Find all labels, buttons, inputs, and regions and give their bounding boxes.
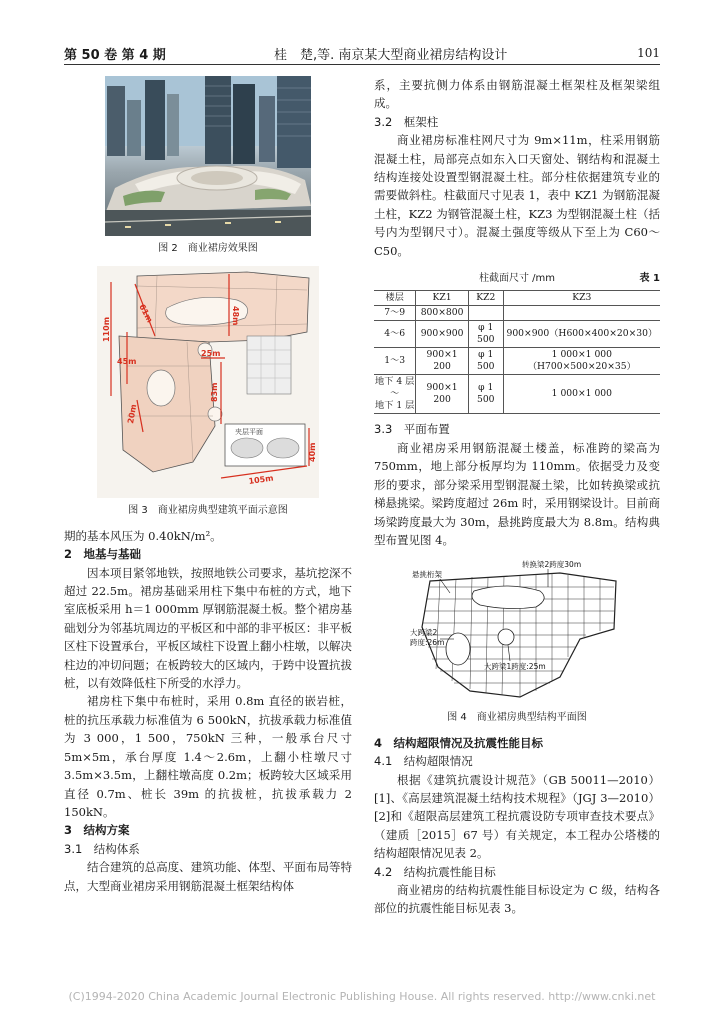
floor-layout-paragraph: 商业裙房采用钢筋混凝土楼盖，标准跨的梁高为 750mm，地上部分板厚均为 110mm。依据受力及变形的要求，部分梁采用型钢混凝土梁，比如转换梁或抗梯悬挑梁。梁跨度超过 26m 时，采用钢梁设计。目前商场梁跨度最大为 30m，悬挑跨度最大为 8.8m。结构典型布置见图 4。: [374, 440, 660, 547]
left-column: [64, 76, 352, 895]
figure-4-caption: 图 4 商业裙房典型结构平面图: [447, 712, 587, 724]
right-column: [374, 76, 660, 918]
table-header-cell: KZ1: [416, 291, 469, 306]
table-header-cell: 楼层: [374, 291, 416, 306]
table-cell: 900×1 200: [416, 348, 469, 375]
table-header-row: [374, 291, 660, 306]
section-4-1-heading: 4.1 结构超限情况: [374, 754, 473, 769]
table-cell: 900×900: [416, 321, 469, 348]
table-header-cell: KZ2: [468, 291, 503, 306]
performance-target-paragraph: 商业裙房的结构抗震性能目标设定为 C 级，结构各部位的抗震性能目标见表 3。: [374, 882, 660, 916]
table-1-caption: [374, 270, 660, 288]
table-cell: 900×900（H600×400×20×30）: [503, 321, 660, 348]
section-3-heading: 3 结构方案: [64, 823, 130, 838]
table-row: [374, 375, 660, 414]
table-cell: 800×800: [416, 306, 469, 321]
article-running-title: 桂 楚,等. 南京某大型商业裙房结构设计: [274, 48, 508, 63]
table-1-title: 柱截面尺寸 /mm: [478, 273, 556, 285]
table-cell: 1～3: [374, 348, 416, 375]
structure-system-continued: 系，主要抗侧力体系由钢筋混凝土框架柱及框架梁组成。: [374, 78, 660, 111]
dim-83m: 83m: [210, 382, 219, 403]
code-overrun-paragraph: [374, 771, 660, 863]
table-cell: 900×1 200: [416, 375, 469, 414]
table-cell: [503, 306, 660, 321]
label-long-span-beam-2-span: 跨度:26m: [410, 638, 445, 648]
section-4-heading: 4 结构超限情况及抗震性能目标: [374, 735, 543, 750]
label-transfer-beam: 转换梁2跨度30m: [522, 560, 582, 570]
label-long-span-beam-2: 大跨梁2: [410, 628, 438, 638]
dim-40m: 40m: [308, 442, 317, 463]
frame-column-paragraph: 商业裙房标准柱网尺寸为 9m×11m，柱采用钢筋混凝土柱，局部亮点如东入口天窗处、钢结构和混凝土结构连接处设置型钢混凝土柱。部分柱依据建筑专业的需要做斜柱。柱截面尺寸见表 1，表中 KZ1 为钢筋混凝土柱，KZ2 为钢管混凝土柱，KZ3 为型钢混凝土柱（括号内为型钢尺寸）。混凝土强度等级从下至上为 C60～C50。: [374, 133, 660, 258]
dim-61m: 61m: [137, 303, 155, 325]
copyright-footer: (C)1994-2020 China Academic Journal Electronic Publishing House. All rights reserved. http://www.cnki.net: [68, 990, 656, 1003]
running-header: [64, 40, 660, 65]
section-3-1-heading: 3.1 结构体系: [64, 841, 140, 856]
section-3-2-heading: 3.2 框架柱: [374, 114, 439, 129]
floor-plan-drawing: [97, 266, 319, 498]
dim-48m: 48m: [231, 306, 240, 326]
structure-system-paragraph: 结合建筑的总高度、建筑功能、体型、平面布局等特点，大型商业裙房采用钢筋混凝土框架结构体: [64, 860, 352, 893]
dim-45m: 45m: [117, 357, 137, 367]
dim-20m: 20m: [126, 404, 139, 425]
figure-2-caption: 图 2 商业裙房效果图: [158, 243, 258, 254]
label-cantilever-truss: 悬挑桁架: [412, 570, 442, 580]
table-cell: φ 1 500: [468, 348, 503, 375]
figure-4-structural-plan: [410, 557, 624, 705]
dim-110m: 110m: [102, 317, 111, 343]
figure-2-rendering: [105, 76, 311, 236]
code-overrun-text: 根据《建筑抗震设计规范》（GB 50011—2010）[1]、《高层建筑混凝土结构技术规程》（JGJ 3—2010）[2]和《超限高层建筑工程抗震设防专项审查技术要点》（建质［2015］67 号）有关规定，本工程办公塔楼的结构超限情况见表 2。: [374, 772, 660, 861]
label-long-span-beam-1: 大跨梁1跨度:25m: [484, 662, 546, 672]
journal-volume: 第 50 卷 第 4 期: [64, 48, 166, 63]
table-1-column-sections: [374, 290, 660, 414]
table-1-label: 表 1: [639, 273, 660, 285]
table-cell: 1 000×1 000（H700×500×20×35）: [503, 348, 660, 375]
table-row: [374, 348, 660, 375]
foundation-paragraph-2: 裙房柱下集中布桩时，采用 0.8m 直径的嵌岩桩，桩的抗压承载力标准值为 6 500kN，抗拔承载力标准值为 3 000，1 500，750kN 三种，一般承台尺寸 5m×5m，承台厚度 1.4～2.6m，上翻小柱墩尺寸 3.5m×3.5m，上翻柱墩高度 0.2m；板跨较大区域采用直径 0.7m、桩长 39m 的抗拔桩，抗拔承载力 2 150kN。: [64, 694, 352, 819]
figure-3-floor-plan: [97, 266, 319, 498]
table-cell: 7～9: [374, 306, 416, 321]
figure-3-caption: 图 3 商业裙房典型建筑平面示意图: [128, 505, 288, 517]
structural-plan-drawing: [410, 557, 624, 705]
dim-105m: 105m: [248, 473, 275, 487]
building-rendering-image: [105, 76, 311, 236]
inset-label: 夹层平面: [235, 428, 263, 437]
table-row: [374, 321, 660, 348]
table-cell: 4～6: [374, 321, 416, 348]
table-cell: φ 1 500: [468, 375, 503, 414]
page-number: 101: [637, 46, 660, 60]
section-4-2-heading: 4.2 结构抗震性能目标: [374, 864, 496, 879]
table-cell: [468, 306, 503, 321]
section-3-3-heading: 3.3 平面布置: [374, 422, 450, 437]
table-cell: 地下 4 层～ 地下 1 层: [374, 375, 416, 414]
dim-25m: 25m: [201, 349, 221, 359]
table-cell: φ 1 500: [468, 321, 503, 348]
foundation-paragraph-1: 因本项目紧邻地铁，按照地铁公司要求，基坑挖深不超过 22.5m。裙房基础采用柱下集中布桩的方式，地下室底板采用 h＝1 000mm 厚钢筋混凝土板。整个裙房基础划分为邻基坑周边的平板区和中部的非平板区：非平板区柱下设置承台，平板区域柱下设置上翻小柱墩，以解决柱边的冲切问题；在板跨较大的区域内，于跨中设置抗拔桩，以有效降低柱下所受的水浮力。: [64, 565, 352, 691]
table-row: [374, 306, 660, 321]
table-header-cell: KZ3: [503, 291, 660, 306]
table-cell: 1 000×1 000: [503, 375, 660, 414]
wind-pressure-text: 期的基本风压为 0.40kN/m²。: [64, 528, 222, 543]
section-2-heading: 2 地基与基础: [64, 547, 142, 562]
